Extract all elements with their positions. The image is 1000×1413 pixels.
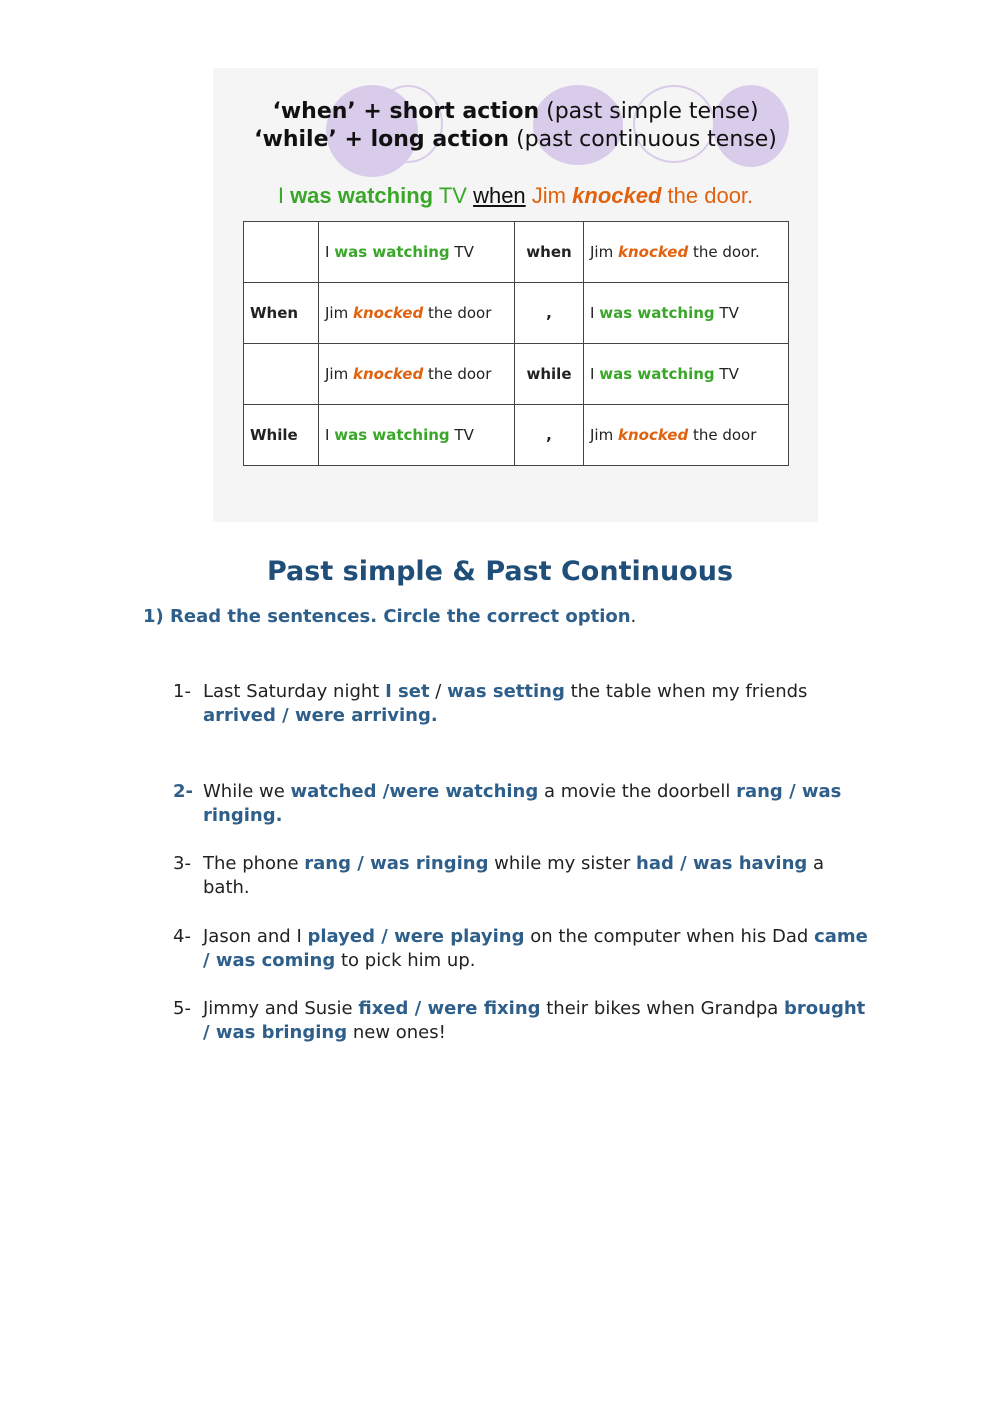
list-item: 2- While we watched /were watching a movie the doorbell rang / was ringing.: [173, 781, 842, 826]
table-cell: Jim knocked the door: [319, 344, 515, 405]
table-cell: ,: [515, 405, 584, 466]
table-cell: [244, 344, 319, 405]
table-cell: when: [515, 222, 584, 283]
table-row: [244, 283, 789, 344]
table-cell: While: [244, 405, 319, 466]
example-sentence: I was watching TV when Jim knocked the door.: [277, 183, 754, 208]
table-cell: I was watching TV: [584, 344, 789, 405]
item-number: 4-: [173, 926, 191, 947]
table-cell: I was watching TV: [584, 283, 789, 344]
option-choice[interactable]: came / was coming: [203, 926, 868, 971]
table-cell: Jim knocked the door.: [584, 222, 789, 283]
option-choice[interactable]: I set: [385, 681, 430, 702]
table-row: [244, 222, 789, 283]
list-item: 3- The phone rang / was ringing while my sister had / was having a bath.: [173, 853, 825, 898]
item-number: 2-: [173, 781, 193, 802]
table-cell: I was watching TV: [319, 405, 515, 466]
option-choice[interactable]: rang / was ringing.: [203, 781, 842, 826]
item-number: 3-: [173, 853, 191, 874]
option-choice[interactable]: rang / was ringing: [304, 853, 489, 874]
table-row: [244, 344, 789, 405]
table-cell: When: [244, 283, 319, 344]
list-item: 4- Jason and I played / were playing on the computer when his Dad came / was coming to pick him up.: [173, 926, 868, 971]
list-item: 5- Jimmy and Susie fixed / were fixing their bikes when Grandpa brought / was bringing new ones!: [173, 998, 866, 1043]
option-choice[interactable]: played / were playing: [307, 926, 525, 947]
item-number: 5-: [173, 998, 191, 1019]
option-choice[interactable]: had / was having: [636, 853, 808, 874]
item-number: 1-: [173, 681, 191, 702]
grammar-illustration: [213, 68, 818, 522]
grammar-table: [243, 221, 789, 466]
option-choice[interactable]: fixed / were fixing: [358, 998, 541, 1019]
table-cell: while: [515, 344, 584, 405]
option-choice[interactable]: arrived / were arriving.: [203, 705, 438, 726]
table-cell: Jim knocked the door: [319, 283, 515, 344]
table-cell: Jim knocked the door: [584, 405, 789, 466]
table-cell: [244, 222, 319, 283]
rule-when: ‘when’ + short action (past simple tense): [272, 99, 759, 124]
option-choice[interactable]: was setting: [447, 681, 565, 702]
page-title: Past simple & Past Continuous: [266, 556, 734, 587]
table-cell: I was watching TV: [319, 222, 515, 283]
table-row: [244, 405, 789, 466]
table-cell: ,: [515, 283, 584, 344]
list-item: 1- Last Saturday night I set / was setting the table when my friends arrived / were arriving.: [173, 681, 808, 726]
rule-while: ‘while’ + long action (past continuous tense): [254, 127, 777, 152]
option-choice[interactable]: watched /were watching: [290, 781, 539, 802]
exercise-instruction: 1) Read the sentences. Circle the correct option.: [143, 606, 637, 627]
option-choice[interactable]: brought / was bringing: [203, 998, 866, 1043]
